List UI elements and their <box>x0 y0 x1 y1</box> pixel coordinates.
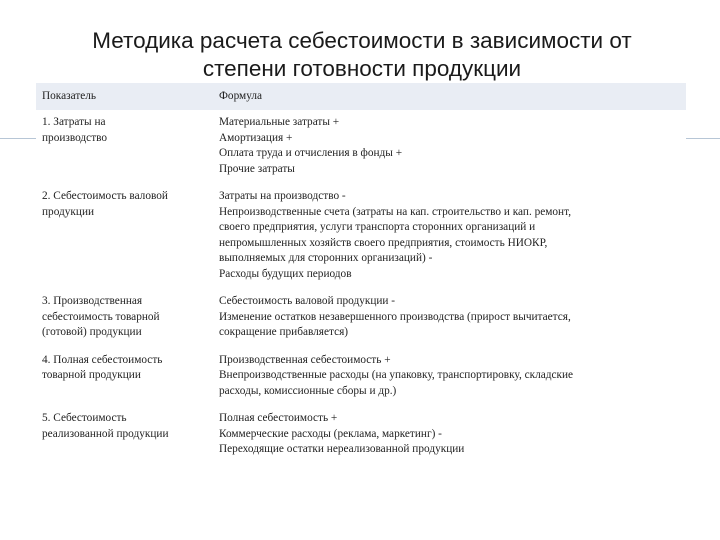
table-row <box>36 289 686 348</box>
formula-text: выполняемых для сторонних организаций) - <box>219 252 433 264</box>
table-row <box>36 184 686 289</box>
formula-text: Производственная себестоимость + <box>219 353 391 366</box>
formula-text: непромышленных хозяйств своего предприятия, стоимость НИОКР, <box>219 236 548 249</box>
cost-method-table <box>36 83 686 465</box>
formula-text: Внепроизводственные расходы (на упаковку, транспортировку, складские <box>219 369 574 381</box>
indicator-text: продукции <box>42 205 95 218</box>
table-header-row <box>36 83 686 110</box>
header-indicator: Показатель <box>36 83 213 110</box>
formula-text: Амортизация + <box>219 131 293 144</box>
formula-text: Себестоимость валовой продукции - <box>219 295 396 307</box>
decorative-rule-left <box>0 138 36 139</box>
decorative-rule-right <box>686 138 720 139</box>
formula-text: Прочие затраты <box>219 162 295 175</box>
indicator-cell <box>36 406 213 465</box>
indicator-text: 5. Себестоимость <box>42 412 127 424</box>
formula-text: Изменение остатков незавершенного производства (прирост вычитается, <box>219 310 571 323</box>
indicator-text: 3. Производственная <box>42 295 143 307</box>
indicator-cell <box>36 348 213 407</box>
formula-text: Материальные затраты + <box>219 116 340 128</box>
table-row <box>36 406 686 465</box>
indicator-text: 2. Себестоимость валовой <box>42 190 168 202</box>
formula-text: Оплата труда и отчисления в фонды + <box>219 147 403 159</box>
slide-title-line-2: степени готовности продукции <box>202 56 522 81</box>
table-row <box>36 110 686 184</box>
formula-cell <box>213 348 686 407</box>
header-formula: Формула <box>213 83 686 110</box>
formula-text: своего предприятия, услуги транспорта сторонних организаций и <box>219 221 536 233</box>
table-row <box>36 348 686 407</box>
indicator-cell <box>36 184 213 289</box>
formula-text: сокращение прибавляется) <box>219 326 349 338</box>
formula-text: расходы, комиссионные сборы и др.) <box>219 384 397 397</box>
indicator-text: товарной продукции <box>42 369 141 381</box>
indicator-cell <box>36 110 213 184</box>
formula-text: Расходы будущих периодов <box>219 267 352 280</box>
formula-text: Коммерческие расходы (реклама, маркетинг) - <box>219 427 442 440</box>
formula-cell <box>213 110 686 184</box>
indicator-text: (готовой) продукции <box>42 326 142 338</box>
formula-text: Переходящие остатки нереализованной продукции <box>219 443 465 455</box>
indicator-cell <box>36 289 213 348</box>
indicator-text: производство <box>42 131 108 144</box>
slide-title <box>40 27 684 83</box>
formula-text: Затраты на производство - <box>219 190 346 202</box>
indicator-text: 1. Затраты на <box>42 116 106 128</box>
formula-text: Полная себестоимость + <box>219 412 338 424</box>
indicator-text: себестоимость товарной <box>42 310 160 323</box>
formula-text: Непроизводственные счета (затраты на кап. строительство и кап. ремонт, <box>219 205 572 218</box>
formula-cell <box>213 184 686 289</box>
indicator-text: реализованной продукции <box>42 427 169 440</box>
formula-cell <box>213 289 686 348</box>
slide-title-line-1: Методика расчета себестоимости в зависимости от <box>92 28 632 53</box>
formula-cell <box>213 406 686 465</box>
indicator-text: 4. Полная себестоимость <box>42 353 163 366</box>
